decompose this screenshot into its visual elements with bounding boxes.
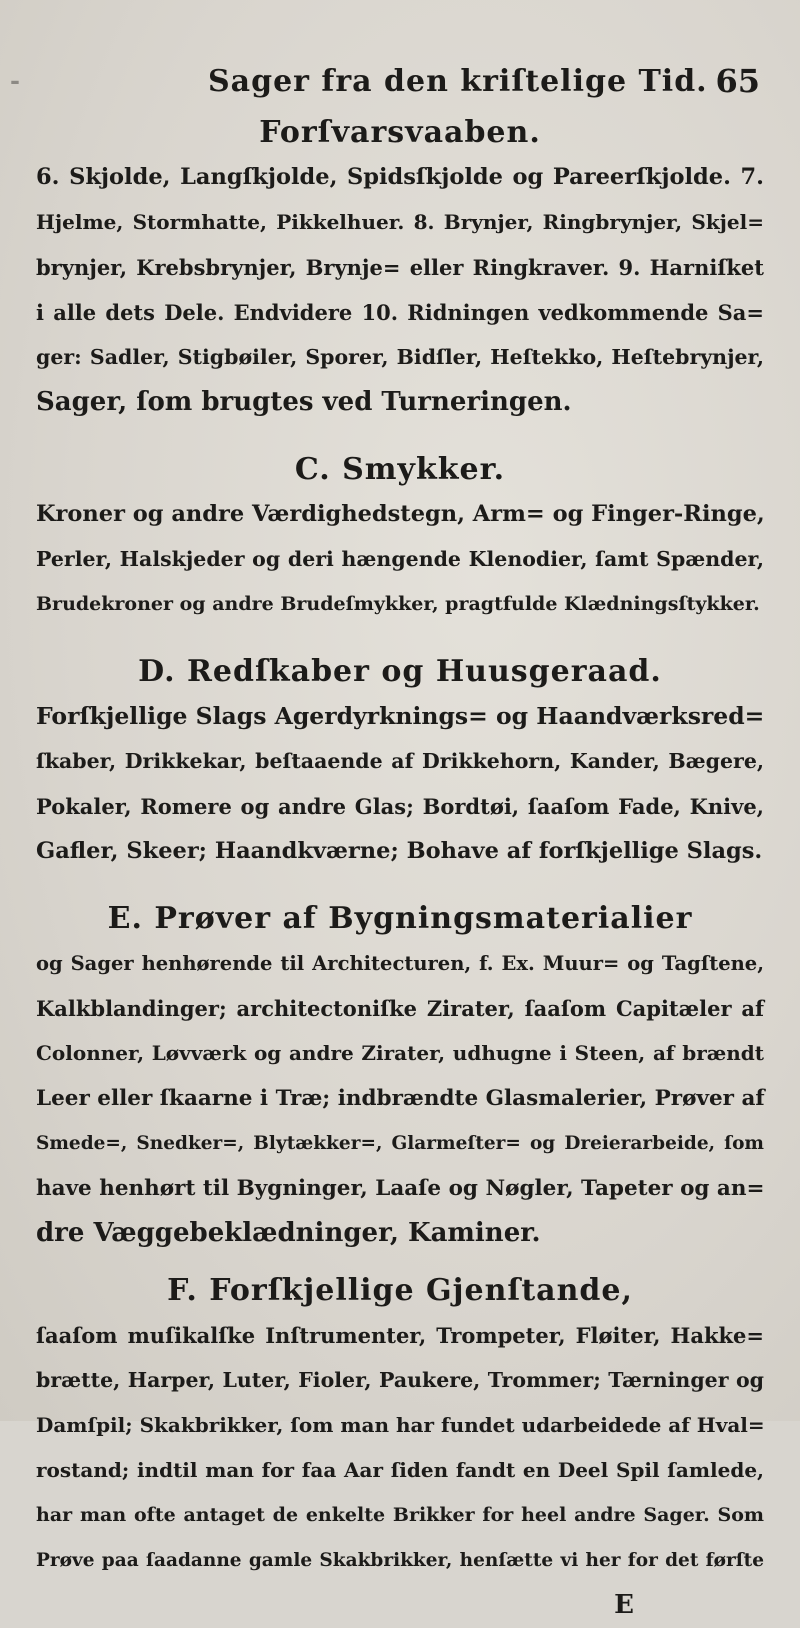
text-line: Kalkblandinger; architectoniſke Zirater, ſaaſom Capitæler af bbox=[36, 996, 764, 1021]
text-line: dre Væggebeklædninger, Kaminer. bbox=[36, 1218, 541, 1248]
text-line: Brudekroner og andre Brudeſmykker, pragtfulde Klædningsſtykker. bbox=[36, 593, 760, 615]
section-heading: Forſvarsvaaben. bbox=[259, 115, 541, 150]
section-heading: D. Redſkaber og Huusgeraad. bbox=[138, 654, 662, 689]
text-line: 6. Skjolde, Langſkjolde, Spidsſkjolde og Pareerſkjolde. 7. bbox=[36, 164, 764, 190]
body-text bbox=[36, 110, 764, 1628]
text-line: Kroner og andre Værdighedstegn, Arm= og Finger-Ringe, bbox=[36, 501, 765, 527]
text-line: har man ofte antaget de enkelte Brikker for heel andre Sager. Som bbox=[36, 1504, 764, 1526]
catchword: E bbox=[614, 1590, 634, 1620]
margin-mark: - bbox=[10, 66, 20, 95]
section-heading: E. Prøver af Bygningsmaterialier bbox=[107, 901, 693, 936]
text-line: Damſpil; Skakbrikker, ſom man har fundet udarbeidede af Hval= bbox=[36, 1413, 765, 1437]
text-line: i alle dets Dele. Endvidere 10. Ridningen vedkommende Sa= bbox=[36, 300, 764, 325]
text-line: ſkaber, Drikkekar, beſtaaende af Drikkehorn, Kander, Bægere, bbox=[36, 749, 764, 773]
text-line: ſaaſom muſikalſke Inſtrumenter, Trompeter, Fløiter, Hakke= bbox=[36, 1323, 764, 1348]
section-spacer bbox=[36, 874, 764, 896]
text-line: Forſkjellige Slags Agerdyrknings= og Haandværksred= bbox=[36, 702, 765, 730]
section-heading: F. Forſkjellige Gjenſtande, bbox=[167, 1273, 633, 1308]
section-spacer bbox=[36, 425, 764, 447]
text-line: Colonner, Løvværk og andre Zirater, udhugne i Steen, af brændt bbox=[36, 1041, 764, 1065]
text-line: Hjelme, Stormhatte, Pikkelhuer. 8. Brynjer, Ringbrynjer, Skjel= bbox=[36, 210, 764, 234]
section-spacer bbox=[36, 1256, 764, 1268]
text-line: Pokaler, Romere og andre Glas; Bordtøi, ſaaſom Fade, Knive, bbox=[36, 794, 764, 819]
text-line: og Sager henhørende til Architecturen, f. Ex. Muur= og Tagſtene, bbox=[36, 952, 764, 975]
text-line: ger: Sadler, Stigbøiler, Sporer, Bidſler, Heſtekko, Heſtebrynjer, bbox=[36, 345, 764, 369]
text-line: brynjer, Krebsbrynjer, Brynje= eller Ringkraver. 9. Harniſket bbox=[36, 255, 764, 280]
text-line: have henhørt til Bygninger, Laaſe og Nøgler, Tapeter og an= bbox=[36, 1176, 765, 1201]
text-line: rostand; indtil man for faa Aar ſiden fandt en Deel Spil ſamlede, bbox=[36, 1458, 764, 1482]
running-title: Sager fra den kriſtelige Tid. bbox=[208, 64, 708, 99]
text-line: Smede=, Snedker=, Blytækker=, Glarmeſter= og Dreierarbeide, ſom bbox=[36, 1133, 764, 1154]
text-line: Prøve paa ſaadanne gamle Skakbrikker, henſætte vi her for det førſte bbox=[36, 1550, 764, 1571]
text-line: Perler, Halskjeder og deri hængende Klenodier, ſamt Spænder, bbox=[36, 547, 764, 571]
page-number: 65 bbox=[715, 62, 760, 100]
section-heading: C. Smykker. bbox=[294, 452, 506, 487]
text-line: Sager, ſom brugtes ved Turneringen. bbox=[36, 387, 572, 417]
text-line: Gafler, Skeer; Haandkværne; Bohave af forſkjellige Slags. bbox=[36, 838, 763, 864]
text-line: brætte, Harper, Luter, Fioler, Paukere, Trommer; Tærninger og bbox=[36, 1368, 764, 1392]
section-spacer bbox=[36, 627, 764, 649]
text-line: Leer eller ſkaarne i Træ; indbrændte Glasmalerier, Prøver af bbox=[36, 1086, 765, 1111]
running-head bbox=[0, 62, 800, 102]
